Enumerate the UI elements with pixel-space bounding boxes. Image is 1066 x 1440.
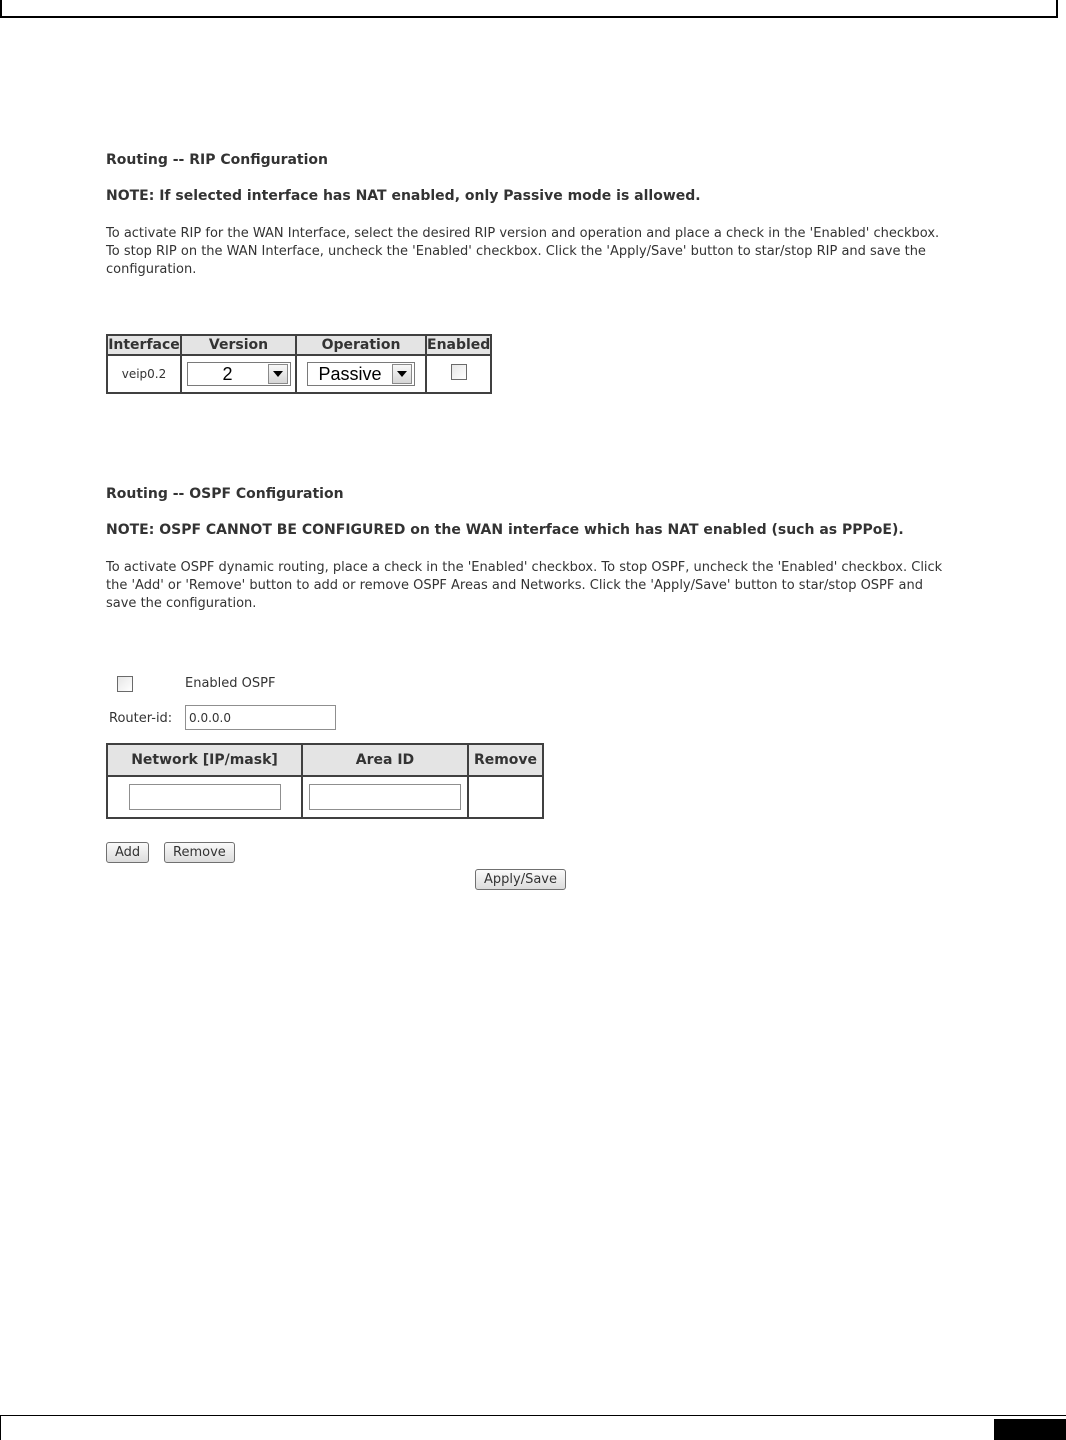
rip-enabled-checkbox[interactable] <box>451 364 467 380</box>
ospf-enabled-label: Enabled OSPF <box>185 676 276 691</box>
table-row <box>107 776 543 818</box>
rip-enabled-cell <box>426 355 491 393</box>
rip-version-select[interactable] <box>187 362 291 386</box>
ospf-enabled-checkbox[interactable] <box>117 676 133 692</box>
rip-operation-select[interactable] <box>307 362 415 386</box>
ospf-description: To activate OSPF dynamic routing, place a check in the 'Enabled' checkbox. To stop OSPF, uncheck the 'Enabled' checkbox. Click the 'Add' or 'Remove' button to add or remove OSPF Areas and Networks. Click the 'Apply/Save' button to star/stop OSPF and save the configuration. <box>106 560 943 611</box>
rip-operation-cell <box>296 355 426 393</box>
apply-save-button[interactable]: Apply/Save <box>475 869 566 890</box>
rip-interface-cell: veip0.2 <box>107 355 181 393</box>
chevron-down-icon <box>392 364 412 384</box>
page-frame-bottom <box>0 1415 1066 1440</box>
page-number-tab <box>994 1419 1066 1440</box>
router-id-input[interactable] <box>185 705 336 730</box>
ospf-note: NOTE: OSPF CANNOT BE CONFIGURED on the WAN interface which has NAT enabled (such as PPPoE). <box>106 522 904 538</box>
header-area-id: Area ID <box>302 744 468 776</box>
remove-cell <box>468 776 543 818</box>
rip-table-header <box>107 335 491 355</box>
rip-version-cell <box>181 355 296 393</box>
add-button[interactable]: Add <box>106 842 149 863</box>
ospf-title: Routing -- OSPF Configuration <box>106 486 344 502</box>
area-cell <box>302 776 468 818</box>
rip-table <box>106 334 492 394</box>
rip-description: To activate RIP for the WAN Interface, select the desired RIP version and operation and place a check in the 'Enabled' checkbox. To stop RIP on the WAN Interface, uncheck the 'Enabled' checkbox. Click the 'Apply/Save' button to star/stop RIP and save the configuration. <box>106 226 940 277</box>
remove-button[interactable]: Remove <box>164 842 235 863</box>
router-id-label: Router-id: <box>109 711 173 726</box>
rip-title: Routing -- RIP Configuration <box>106 152 328 168</box>
header-remove: Remove <box>468 744 543 776</box>
rip-note: NOTE: If selected interface has NAT enabled, only Passive mode is allowed. <box>106 188 701 204</box>
page-frame-top <box>0 0 1058 18</box>
header-network: Network [IP/mask] <box>107 744 302 776</box>
header-operation: Operation <box>296 335 426 355</box>
ospf-table <box>106 743 544 819</box>
ospf-table-header <box>107 744 543 776</box>
header-interface: Interface <box>108 337 180 353</box>
area-id-input[interactable] <box>309 784 461 810</box>
chevron-down-icon <box>268 364 288 384</box>
rip-version-value: 2 <box>222 363 233 384</box>
table-row <box>107 355 491 393</box>
header-version: Version <box>181 335 296 355</box>
header-enabled: Enabled <box>427 337 491 353</box>
network-input[interactable] <box>129 784 281 810</box>
rip-operation-value: Passive <box>318 363 382 384</box>
network-cell <box>107 776 302 818</box>
